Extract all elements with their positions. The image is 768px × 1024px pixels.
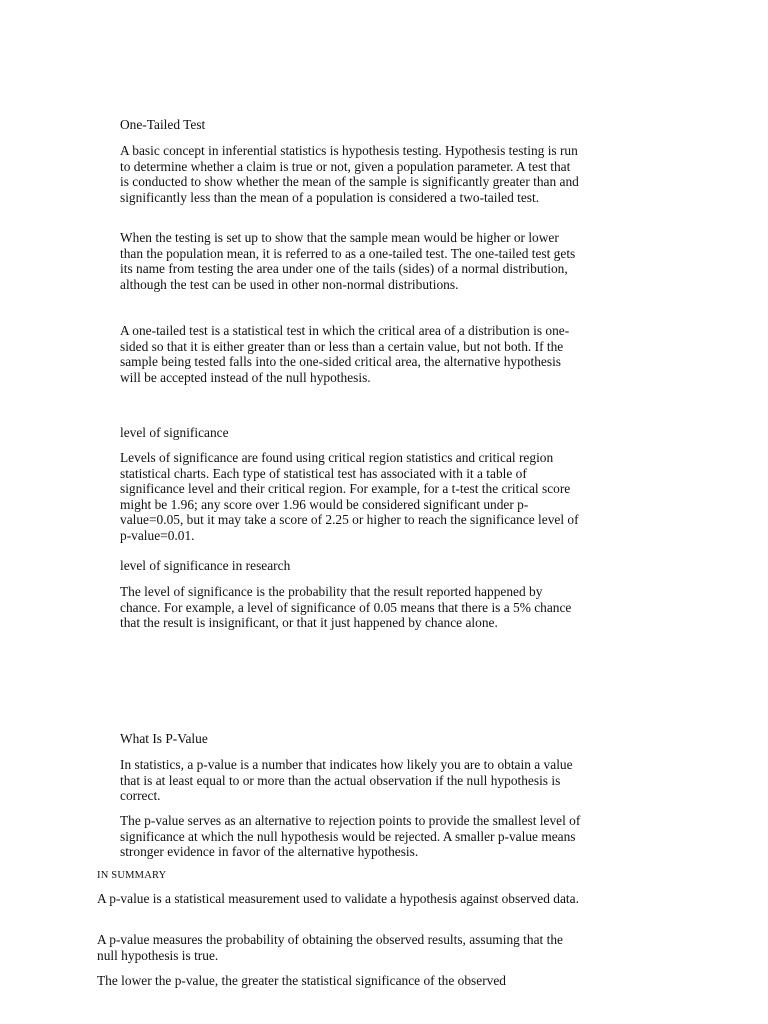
paragraph xyxy=(120,757,582,804)
summary-section xyxy=(97,868,583,884)
section-heading: level of significance in research xyxy=(120,558,291,573)
section-what-is-p-value xyxy=(120,731,582,747)
paragraph xyxy=(120,450,582,544)
paragraph xyxy=(120,813,582,860)
paragraph xyxy=(120,230,582,292)
paragraph-text: The p-value serves as an alternative to rejection points to provide the smallest level of significance at which the null hypothesis would be rejected. A smaller p-value means stronger evidence in favor of the alternative hypothesis. xyxy=(120,813,581,860)
section-heading: What Is P-Value xyxy=(120,731,208,746)
paragraph-text: A basic concept in inferential statistics is hypothesis testing. Hypothesis testing is run to determine whether a claim is true or not, given a population parameter. A test that is conducted to show whether the mean of the sample is significantly greater than and significantly less than the mean of a population is considered a two-tailed test. xyxy=(120,143,579,205)
paragraph xyxy=(120,323,582,385)
paragraph-text: A one-tailed test is a statistical test in which the critical area of a distribution is one-sided so that it is either greater than or less than a certain value, but not both. If the sample being tested falls into the one-sided critical area, the alternative hypothesis will be accepted instead of the null hypothesis. xyxy=(120,323,570,385)
paragraph-text: Levels of significance are found using critical region statistics and critical region statistical charts. Each type of statistical test has associated with it a table of significance level and their critical region. For example, for a t-test the critical score might be 1.96; any score over 1.96 would be considered significant under p-value=0.05, but it may take a score of 2.25 or higher to reach the significance level of p-value=0.01. xyxy=(120,450,579,543)
summary-heading: IN SUMMARY xyxy=(97,870,167,881)
section-heading: One-Tailed Test xyxy=(120,117,206,132)
section-significance-in-research xyxy=(120,558,582,574)
paragraph xyxy=(97,891,583,907)
paragraph-text: A p-value is a statistical measurement used to validate a hypothesis against observed data. xyxy=(97,891,579,906)
paragraph xyxy=(97,932,583,963)
paragraph-text: A p-value measures the probability of obtaining the observed results, assuming that the null hypothesis is true. xyxy=(97,932,563,963)
section-level-of-significance xyxy=(120,425,582,441)
paragraph-text: The lower the p-value, the greater the statistical significance of the observed xyxy=(97,973,506,988)
paragraph xyxy=(97,973,583,989)
section-one-tailed-test xyxy=(120,117,582,133)
paragraph-text: The level of significance is the probability that the result reported happened by chance. For example, a level of significance of 0.05 means that there is a 5% chance that the result is insignificant, or that it just happened by chance alone. xyxy=(120,584,572,631)
section-heading: level of significance xyxy=(120,425,229,440)
paragraph xyxy=(120,584,582,631)
paragraph-text: In statistics, a p-value is a number that indicates how likely you are to obtain a value that is at least equal to or more than the actual observation if the null hypothesis is correct. xyxy=(120,757,573,804)
paragraph-text: When the testing is set up to show that the sample mean would be higher or lower than the population mean, it is referred to as a one-tailed test. The one-tailed test gets its name from testing the area under one of the tails (sides) of a normal distribution, although the test can be used in other non-normal distributions. xyxy=(120,230,576,292)
paragraph xyxy=(120,143,582,205)
